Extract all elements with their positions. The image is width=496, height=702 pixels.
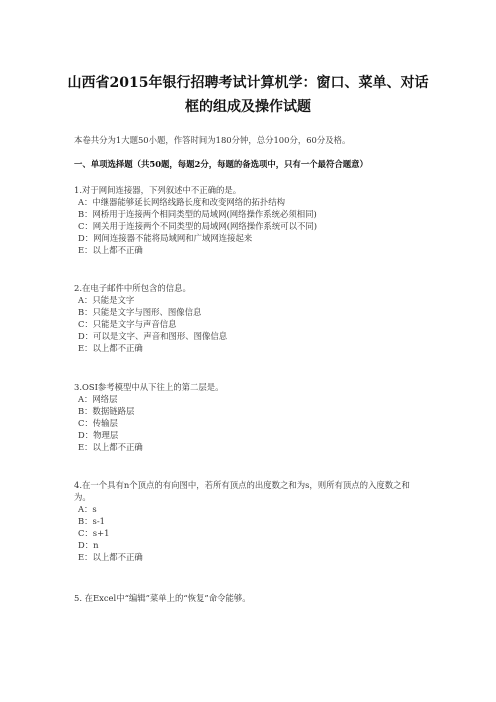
question-stem: 4.在一个具有n个顶点的有向图中，若所有顶点的出度数之和为s，则所有顶点的入度数之和为。 [74,480,410,502]
document-title-line-2: 框的组成及操作试题 [185,99,311,115]
option-d: D：物理层 [78,430,119,440]
option-b: B：只能是文字与图形、图像信息 [78,307,202,317]
question-stem: 3.OSI参考模型中从下往上的第二层是。 [74,382,224,392]
option-d: D：网间连接器不能将局域网和广域网连接起来 [78,233,253,243]
option-c: C：只能是文字与声音信息 [78,319,177,329]
option-e: E：以上都不正确 [78,552,143,562]
option-d: D：可以是文字、声音和图形、图像信息 [78,331,228,341]
option-e: E：以上都不正确 [78,442,143,452]
option-b: B：s-1 [78,516,105,526]
option-c: C：s+1 [78,528,110,538]
question-stem: 1.对于网间连接器，下列叙述中不正确的是。 [74,185,242,195]
question-5 [74,592,251,604]
option-b: B：网桥用于连接两个相同类型的局域网(网络操作系统必须相同) [78,209,317,219]
question-stem: 2.在电子邮件中所包含的信息。 [74,283,191,293]
option-a: A：s [78,504,97,514]
option-e: E：以上都不正确 [78,343,143,353]
section-heading: 一、单项选择题（共50题，每题2分，每题的备选项中，只有一个最符合题意） [74,159,368,169]
option-a: A：网络层 [78,394,118,404]
option-c: C：传输层 [78,418,118,428]
question-1 [74,184,317,256]
question-4 [74,479,424,563]
document-title-line-1: 山西省2015年银行招聘考试计算机学：窗口、菜单、对话 [67,75,429,91]
option-a: A：只能是文字 [78,295,135,305]
option-a: A：中继器能够延长网络线路长度和改变网络的拓扑结构 [78,197,286,207]
question-3 [74,381,224,453]
option-e: E：以上都不正确 [78,245,143,255]
option-b: B：数据链路层 [78,406,135,416]
question-stem: 5. 在Excel中“编辑”菜单上的“恢复”命令能够。 [74,593,251,603]
option-d: D：n [78,540,99,550]
question-2 [74,282,227,354]
exam-intro: 本卷共分为1大题50小题，作答时间为180分钟，总分100分，60分及格。 [74,135,351,145]
option-c: C：网关用于连接两个不同类型的局域网(网络操作系统可以不同) [78,221,318,231]
